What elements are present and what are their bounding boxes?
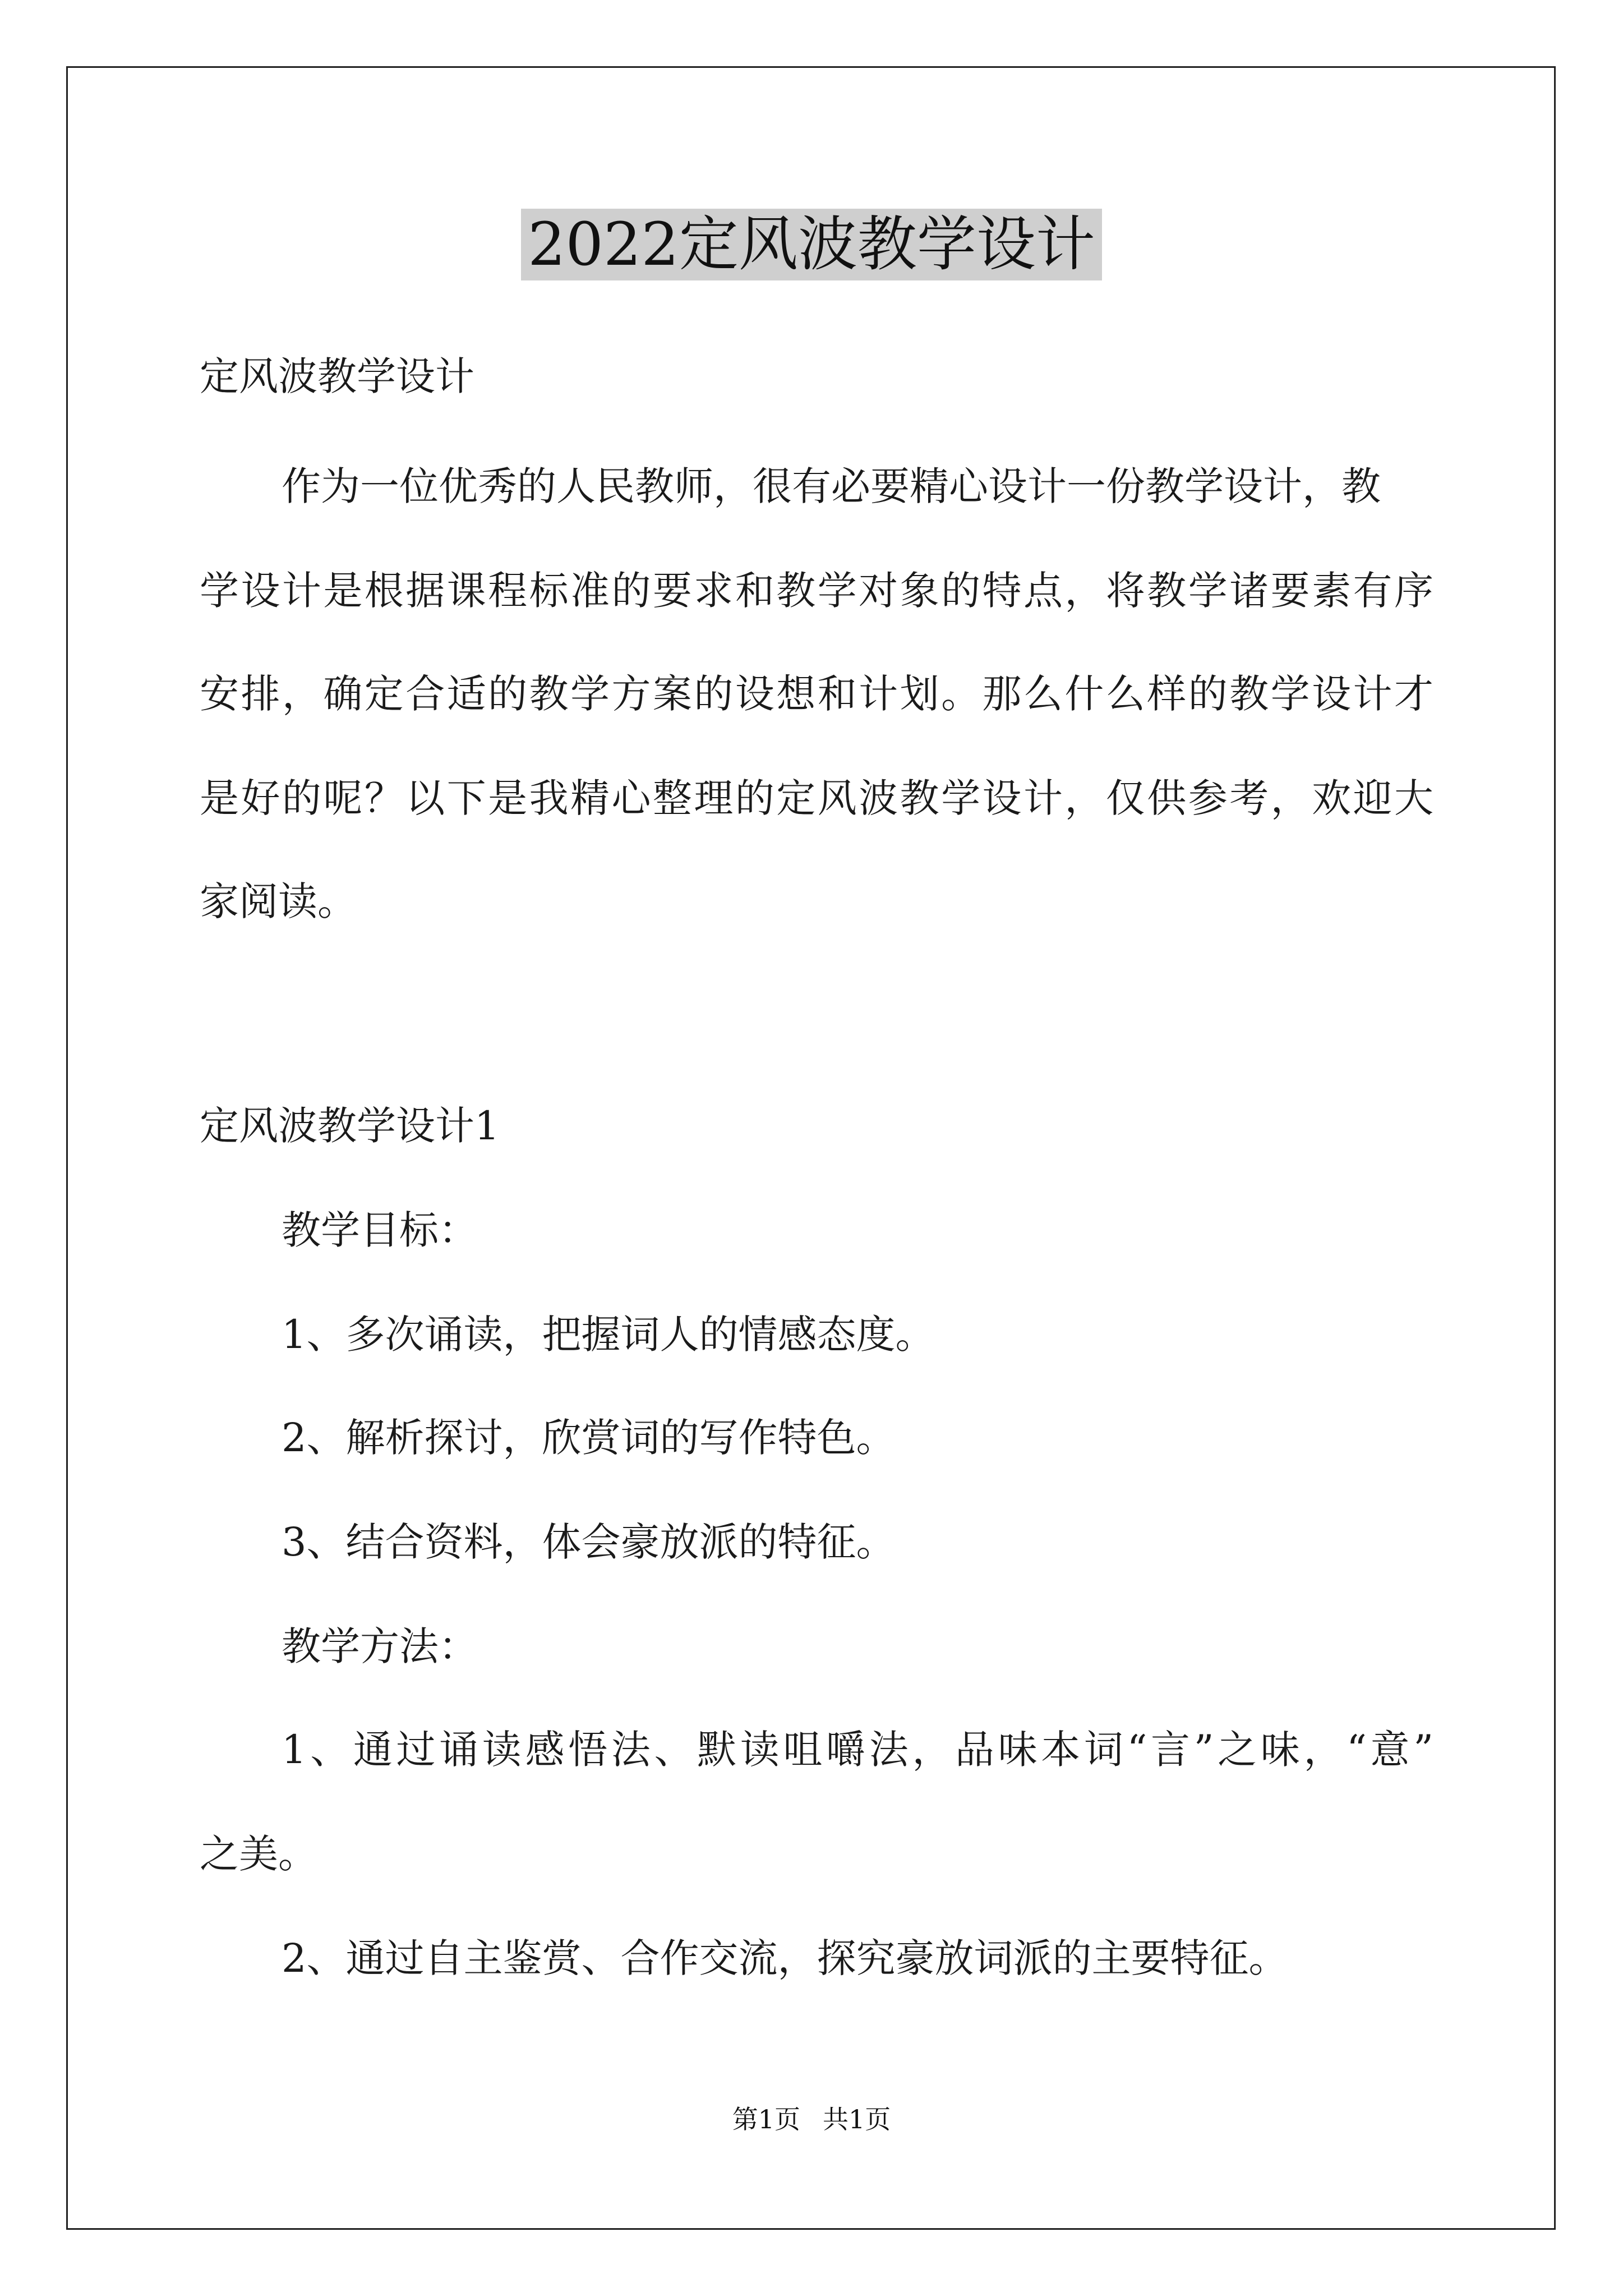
goals-heading: 教学目标：: [282, 1207, 478, 1253]
method-item-1-line-1: 1、通过诵读感悟法、默读咀嚼法，品味本词“言”之味，“意”: [282, 1727, 1433, 1773]
intro-line-1: 作为一位优秀的人民教师，很有必要精心设计一份教学设计，教: [282, 463, 1381, 509]
method-item-1-line-2: 之美。: [200, 1831, 317, 1877]
intro-line-5: 家阅读。: [200, 878, 357, 924]
intro-line-4: 是好的呢？以下是我精心整理的定风波教学设计，仅供参考，欢迎大: [200, 775, 1433, 821]
subtitle: 定风波教学设计: [200, 353, 474, 399]
page-number: 第1页: [732, 2104, 800, 2134]
goal-item-1: 1、多次诵读，把握词人的情感态度。: [282, 1312, 935, 1358]
title-container: [0, 209, 1623, 280]
page-footer: [0, 2102, 1623, 2136]
goal-item-3: 3、结合资料，体会豪放派的特征。: [282, 1519, 896, 1565]
method-item-2: 2、通过自主鉴赏、合作交流，探究豪放词派的主要特征。: [282, 1935, 1288, 1981]
methods-heading: 教学方法：: [282, 1623, 478, 1669]
intro-line-2: 学设计是根据课程标准的要求和教学对象的特点，将教学诸要素有序: [200, 568, 1433, 614]
intro-line-3: 安排，确定合适的教学方案的设想和计划。那么什么样的教学设计才: [200, 671, 1433, 717]
document-title: 2022定风波教学设计: [521, 209, 1102, 280]
page-total: 共1页: [823, 2104, 891, 2134]
section-heading: 定风波教学设计1: [200, 1103, 500, 1149]
goal-item-2: 2、解析探讨，欣赏词的写作特色。: [282, 1415, 896, 1461]
